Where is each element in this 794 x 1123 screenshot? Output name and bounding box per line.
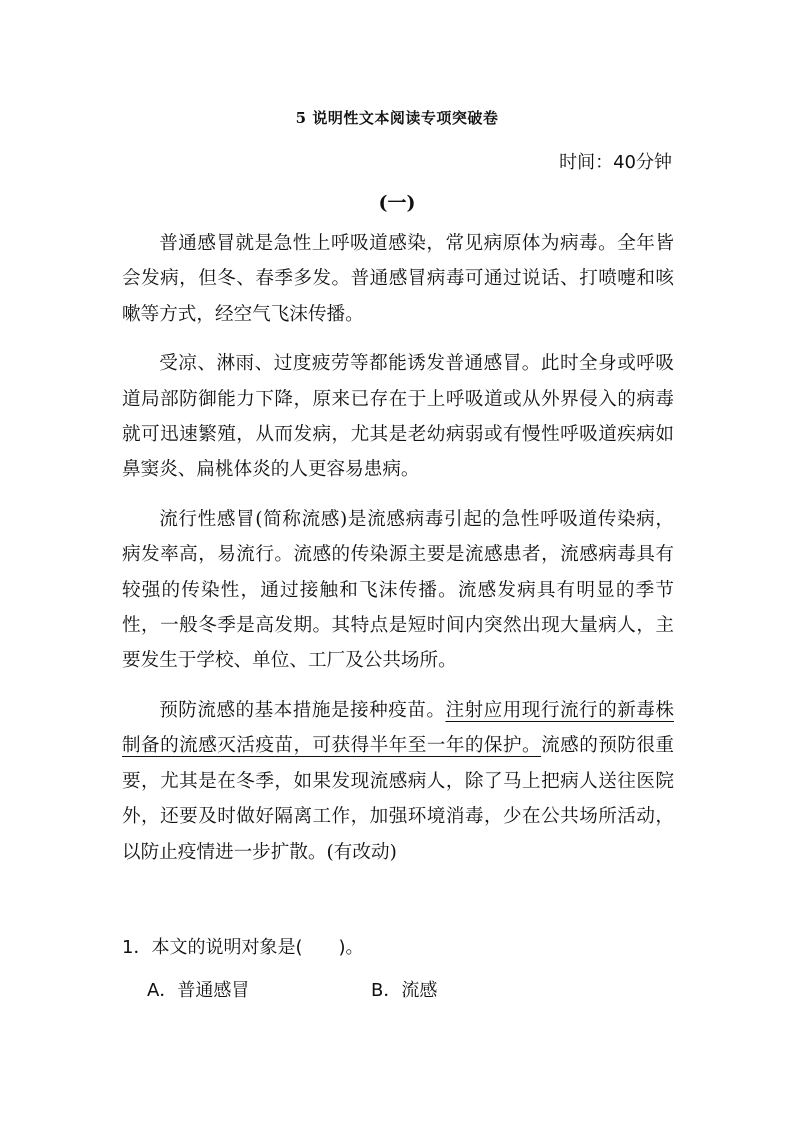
question-1-options [147,976,437,1002]
reading-passage [122,226,674,870]
passage-paragraph-1: 普通感冒就是急性上呼吸道感染，常见病原体为病毒。全年皆会发病，但冬、春季多发。普通感冒病毒可通过说话、打喷嚏和咳嗽等方式，经空气飞沫传播。 [122,233,674,325]
paragraph-4-intro: 预防流感的基本措施是接种疫苗。 [159,699,446,721]
paragraph-4-rest: 流感的预防很重要，尤其是在冬季，如果发现流感病人，除了马上把病人送往医院外，还要及时做好隔离工作，加强环境消毒，少在公共场所活动，以防止疫情进一步扩散。(有改动) [122,735,674,863]
passage-paragraph-3: 流行性感冒(简称流感)是流感病毒引起的急性呼吸道传染病，病发率高，易流行。流感的传染源主要是流感患者，流感病毒具有较强的传染性，通过接触和飞沫传播。流感发病具有明显的季节性，一般冬季是高发期。其特点是短时间内突然出现大量病人，主要发生于学校、单位、工厂及公共场所。 [122,508,674,672]
section-label: (一) [378,192,416,214]
time-limit: 时间：40分钟 [559,152,672,173]
underlined-sentence: 注射应用现行流行的新毒株制备的流感灭活疫苗，可获得半年至一年的保护。 [122,699,674,757]
option-a[interactable]: A．普通感冒 [147,980,250,1001]
passage-paragraph-4 [122,693,674,870]
option-b[interactable]: B．流感 [371,980,438,1001]
question-1: 1．本文的说明对象是( )。 [122,937,364,958]
page-title: 5 说明性文本阅读专项突破卷 [295,109,499,127]
passage-paragraph-2: 受凉、淋雨、过度疲劳等都能诱发普通感冒。此时全身或呼吸道局部防御能力下降，原来已存在于上呼吸道或从外界侵入的病毒就可迅速繁殖，从而发病，尤其是老幼病弱或有慢性呼吸道疾病如鼻窦炎、扁桃体炎的人更容易患病。 [122,353,674,481]
